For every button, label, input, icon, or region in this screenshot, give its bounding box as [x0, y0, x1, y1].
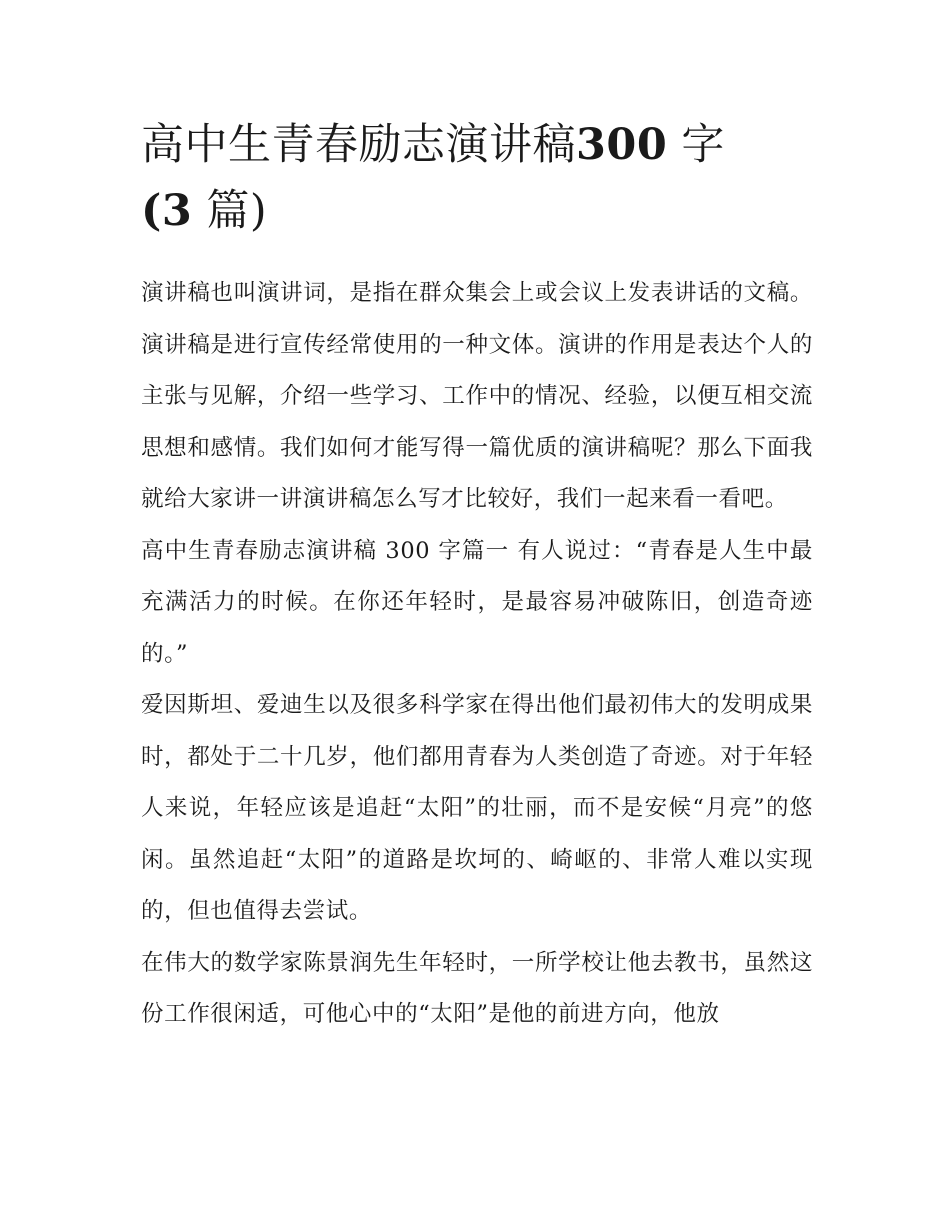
title-count-close: 篇) [192, 186, 268, 236]
chen-jingrun-paragraph: 在伟大的数学家陈景润先生年轻时，一所学校让他去教书，虽然这份工作很闲适，可他心中的“太阳”是他的前进方向，他放 [141, 949, 813, 1027]
title-count-open: (3 [141, 186, 193, 236]
scientists-paragraph: 爱因斯坦、爱迪生以及很多科学家在得出他们最初伟大的发明成果时，都处于二十几岁，他们都用青春为人类创造了奇迹。对于年轻人来说，年轻应该是追赶“太阳”的壮丽，而不是安候“月亮”的悠闲。虽然追赶“太阳”的道路是坎坷的、崎岖的、非常人难以实现的，但也值得去尝试。 [141, 692, 813, 924]
speech-one-opening-paragraph: 高中生青春励志演讲稿 300 字篇一 有人说过：“青春是人生中最充满活力的时候。在你还年轻时，是最容易冲破陈旧，创造奇迹的。” [141, 537, 813, 667]
document-body [141, 112, 813, 1041]
title-text-main: 高中生青春励志演讲稿 [141, 120, 576, 170]
intro-paragraph: 演讲稿也叫演讲词，是指在群众集会上或会议上发表讲话的文稿。演讲稿是进行宣传经常使用的一种文体。演讲的作用是表达个人的主张与见解，介绍一些学习、工作中的情况、经验，以便互相交流思想和感情。我们如何才能写得一篇优质的演讲稿呢？那么下面我就给大家讲一讲演讲稿怎么写才比较好，我们一起来看一看吧。 [141, 280, 813, 512]
title-text-unit: 字 [667, 120, 725, 170]
document-title [141, 112, 813, 244]
title-word-count: 300 [576, 120, 668, 170]
